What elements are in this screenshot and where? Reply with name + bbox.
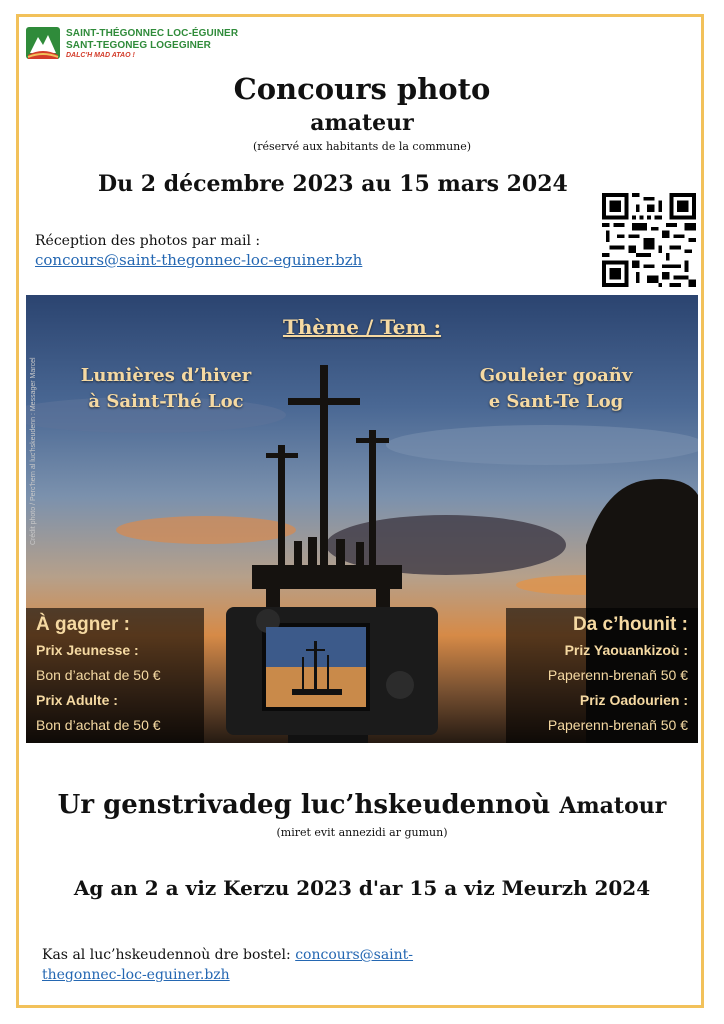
youth-prize-label-br: Priz Yaouankizoù : (564, 642, 688, 658)
theme-breton-line2: e Sant-Te Log (488, 391, 624, 412)
prizes-french-heading: À gagner : (36, 614, 130, 635)
logo-slogan: DALC'H MAD ATAO ! (66, 52, 135, 59)
breton-contest-dates: Ag an 2 a viz Kerzu 2023 d'ar 15 a viz Meurzh 2024 (73, 876, 651, 900)
eligibility-note: (réservé aux habitants de la commune) (252, 140, 472, 153)
prizes-breton-panel (506, 608, 698, 743)
logo-mark-icon (26, 27, 60, 59)
youth-prize-value-br: Paperenn-brenañ 50 € (547, 667, 688, 683)
youth-prize-value: Bon d’achat de 50 € (36, 667, 161, 683)
breton-title-main: Ur genstrivadeg luc’hskeudennoù (57, 790, 551, 820)
breton-send-label: Kas al luc’hskeudennoù dre bostel: (42, 947, 296, 963)
youth-prize-label: Prix Jeunesse : (36, 642, 139, 658)
photo-credit: Crédit photo / Perc’hern al luc’hskeudenn : Messager Marcel (30, 357, 37, 545)
contest-email-link[interactable]: concours@saint-thegonnec-loc-eguiner.bzh (35, 251, 363, 269)
adult-prize-label: Prix Adulte : (36, 692, 118, 708)
municipal-logo (26, 27, 239, 61)
qr-code-icon[interactable] (602, 193, 696, 287)
breton-send-block (42, 945, 442, 985)
theme-french-line2: à Saint-Thé Loc (88, 391, 244, 412)
adult-prize-value: Bon d’achat de 50 € (36, 717, 161, 733)
adult-prize-label-br: Priz Oadourien : (579, 692, 688, 708)
breton-email-link-part1[interactable]: concours@saint- (295, 947, 414, 963)
breton-title (0, 790, 724, 820)
contest-dates: Du 2 décembre 2023 au 15 mars 2024 (98, 171, 568, 197)
theme-breton (456, 363, 656, 415)
logo-name-fr: SAINT-THÉGONNEC LOC-ÉGUINER (66, 28, 239, 39)
theme-french (66, 363, 266, 415)
prizes-french-panel (26, 608, 204, 743)
theme-breton-line1: Gouleier goañv (479, 365, 633, 386)
logo-name-br: SANT-TEGONEG LOGEGINER (66, 40, 211, 51)
prizes-breton-heading: Da c’hounit : (572, 614, 688, 635)
reception-label: Réception des photos par mail : (35, 233, 261, 249)
theme-french-line1: Lumières d’hiver (80, 365, 252, 386)
page-title: Concours photo (233, 72, 491, 106)
adult-prize-value-br: Paperenn-brenañ 50 € (547, 717, 688, 733)
breton-title-tail: Amatour (559, 793, 667, 819)
breton-eligibility-note: (miret evit annezidi ar gumun) (276, 826, 448, 839)
page-subtitle: amateur (310, 110, 414, 136)
poster-photo (26, 295, 698, 743)
breton-email-link-part2[interactable]: thegonnec-loc-eguiner.bzh (42, 967, 230, 983)
theme-heading: Thème / Tem : (282, 315, 442, 339)
